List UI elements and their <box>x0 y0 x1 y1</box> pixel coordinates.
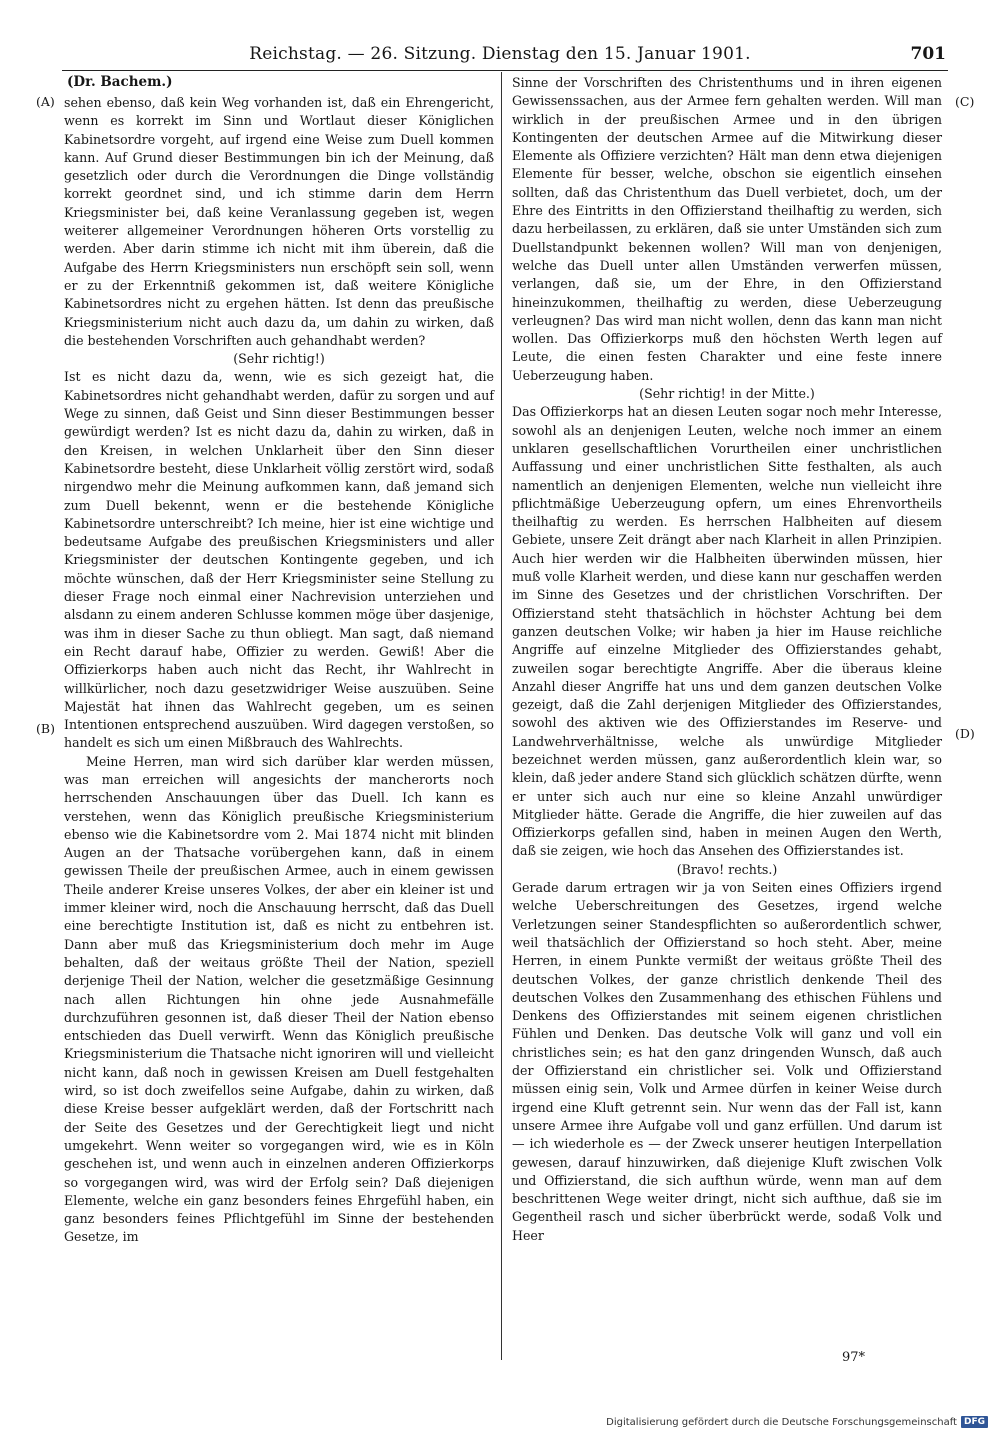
running-header <box>0 44 1000 72</box>
margin-mark-b: (B) <box>36 721 55 736</box>
margin-mark-c: (C) <box>955 94 975 109</box>
header-rule <box>62 70 948 71</box>
signature-mark: 97* <box>842 1350 866 1365</box>
paragraph: Das Offizierkorps hat an diesen Leuten sogar noch mehr Interesse, sowohl als an denjenigen Leuten, welche noch immer an einem unklaren gesellschaftlichen Vorurtheilen einer unchristlichen Auffassung und einer unchristlichen Sitte festhalten, als auch namentlich an denjenigen Elementen, welche nun vielleicht ihre pflichtmäßige Ueberzeugung opfern, um eines Ehrenvortheils theilhaftig zu werden. Es herrschen Halbheiten auf diesem Gebiete, unsere Zeit drängt aber nach Klarheit in allen Prinzipien. Auch hier werden wir die Halbheiten überwinden müssen, hier muß volle Klarheit werden, und diese kann nur geschaffen werden im Sinne des Gesetzes und der christlichen Vorschriften. Der Offizierstand steht thatsächlich in höchster Achtung bei dem ganzen deutschen Volke; wir haben ja hier im Hause reichliche Angriffe auf einzelne Mitglieder des Offizierstandes gehabt, zuweilen sogar berechtigte Angriffe. Aber die überaus kleine Anzahl dieser Angriffe hat uns und dem ganzen deutschen Volke gezeigt, daß die Zahl derjenigen Mitglieder des Offizierstandes, sowohl des aktiven wie des Offizierstandes im Reserve- und Landwehrverhältnisse, welche als unwürdige Mitglieder bezeichnet werden müssen, ganz außerordentlich klein war, so klein, daß jeder andere Stand sich glücklich schätzen dürfte, wenn er unter sich auch nur eine so kleine Anzahl unwürdiger Mitglieder hätte. Gerade die Angriffe, die hier zuweilen auf das Offizierkorps gefallen sind, haben in meinen Augen den Werth, daß sie zeigen, wie hoch das Ansehen des Offizierstandes ist. <box>512 404 942 859</box>
column-divider <box>501 72 502 1360</box>
margin-mark-a: (A) <box>36 94 55 109</box>
dfg-logo: DFG <box>961 1416 988 1428</box>
paragraph: Meine Herren, man wird sich darüber klar werden müssen, was man erreichen will angesichts der mancherorts noch herrschenden Anschauungen über das Duell. Ich kann es verstehen, wenn das Königlich preußische Kriegsministerium ebenso wie die Kabinetsordre vom 2. Mai 1874 nicht mit blinden Augen an der Thatsache vorübergehen kann, daß in einem gewissen Theile der preußischen Armee, auch in einem gewissen Theile anderer Kreise unseres Volkes, der aber ein kleiner ist und immer kleiner wird, noch die Anschauung herrscht, daß das Duell eine berechtigte Institution ist, daß es nicht zu entbehren ist. Dann aber muß das Kriegsministerium doch mehr im Auge behalten, daß der weitaus größte Theil der Nation, speziell derjenige Theil der Nation, welcher die gesetzmäßige Gesinnung nach allen Richtungen hin ohne jede Ausnahmefälle durchzuführen gesonnen ist, daß dieser Theil der Nation ebenso entschieden das Duell verwirft. Wenn das Königlich preußische Kriegsministerium die Thatsache nicht ignoriren will und vielleicht nicht kann, daß noch in gewissen Kreisen am Duell festgehalten wird, so ist doch zweifellos seine Aufgabe, dahin zu wirken, daß diese Kreise besser aufgeklärt werden, daß der Fortschritt nach der Seite des Gesetzes und der Gerechtigkeit liegt und nicht umgekehrt. Wenn weiter so vorgegangen wird, wie es in Köln geschehen ist, und wenn auch in einzelnen anderen Offizierkorps so vorgegangen wird, was wird der Erfolg sein? Daß diejenigen Elemente, welche ein ganz besonders feines Ehrgefühl haben, ein ganz besonders feines Pflichtgefühl im Sinne der bestehenden Gesetze, im <box>64 753 494 1245</box>
interjection: (Sehr richtig!) <box>233 351 325 367</box>
left-column <box>64 94 494 1247</box>
margin-mark-d: (D) <box>955 726 975 741</box>
paragraph: Gerade darum ertragen wir ja von Seiten eines Offiziers irgend welche Ueberschreitungen des Gesetzes, irgend welche Verletzungen seiner Standespflichten so außerordentlich schwer, weil thatsächlich der Offizierstand so hoch steht. Aber, meine Herren, in einem Punkte vermißt der weitaus größte Theil des deutschen Volkes, der ganze christlich denkende Theil des deutschen Volkes den Zusammenhang des ethischen Fühlens und Denkens des Offizierstandes mit seinem eigenen christlichen Fühlen und Denken. Das deutsche Volk will ganz und voll ein christliches sein; es hat den ganz dringenden Wunsch, daß auch der Offizierstand ein christlicher sei. Volk und Offizierstand müssen einig sein, Volk und Armee dürfen in keiner Weise durch irgend eine Kluft getrennt sein. Nur wenn das der Fall ist, kann unsere Armee ihre Aufgabe voll und ganz erfüllen. Und darum ist — ich wiederhole es — der Zweck unserer heutigen Interpellation gewesen, darauf hinzuwirken, daß diejenige Kluft zwischen Volk und Offizierstand, die sich aufthun würde, wenn man auf dem beschrittenen Wege weiter dringt, nicht sich aufthue, daß sie im Gegentheil rasch und sicher überbrückt werde, sodaß Volk und Heer <box>512 880 942 1243</box>
interjection: (Bravo! rechts.) <box>676 861 778 877</box>
speaker-label: (Dr. Bachem.) <box>67 74 173 90</box>
running-title: Reichstag. — 26. Sitzung. Dienstag den 15. Januar 1901. <box>249 44 751 64</box>
footer <box>606 1416 988 1428</box>
paragraph: Sinne der Vorschriften des Christenthums und in ihren eigenen Gewissenssachen, aus der Armee fern gehalten werden. Will man wirklich in der preußischen Armee und in den übrigen Kontingenten der deutschen Armee auf die Mitwirkung dieser Elemente als Offiziere verzichten? Hält man denn etwa diejenigen Elemente für besser, welche, obschon sie eigentlich einsehen sollten, daß das Christenthum das Duell verbietet, doch, um der Ehre des Eintritts in den Offizierstand theilhaftig zu werden, sich dazu herbeilassen, zu erklären, daß sie unter Umständen sich zum Duellstandpunkt bekennen wollen? Will man von denjenigen, welche das Duell unter allen Umständen verwerfen müssen, verlangen, daß sie, um der Ehre, in den Offizierstand hineinzukommen, theilhaftig zu werden, diese Ueberzeugung verleugnen? Das wird man nicht wollen, denn das kann man nicht wollen. Das Offizierkorps muß den höchsten Werth legen auf Leute, die einen festen Charakter und eine feste innere Ueberzeugung haben. <box>512 75 942 383</box>
footer-text: Digitalisierung gefördert durch die Deutsche Forschungsgemeinschaft <box>606 1416 957 1428</box>
paragraph: Ist es nicht dazu da, wenn, wie es sich gezeigt hat, die Kabinetsordres nicht gehandhabt werden, dafür zu sorgen und auf Wege zu sinnen, daß Geist und Sinn dieser Bestimmungen besser gewürdigt werden? Ist es nicht dazu da, dahin zu wirken, daß in den Kreisen, in welchen Unklarheit über den Sinn dieser Kabinetsordre besteht, diese Unklarheit völlig zerstört wird, sodaß nirgendwo mehr die Meinung aufkommen kann, daß jemand sich zum Duell bekennt, wenn er die bestehende Königliche Kabinetsordre unterschreibt? Ich meine, hier ist eine wichtige und bedeutsame Aufgabe des preußischen Kriegsministers und aller Kriegsminister der deutschen Kontingente gegeben, und ich möchte wünschen, daß der Herr Kriegsminister seine Stellung zu dieser Frage noch einmal einer Nachrevision unterziehen und alsdann zu einem anderen Schlusse kommen möge über dasjenige, was ihm in dieser Sache zu thun obliegt. Man sagt, daß niemand ein Recht darauf habe, Offizier zu werden. Gewiß! Aber die Offizierkorps haben auch nicht das Recht, ihr Wahlrecht in willkürlicher, noch dazu gesetzwidriger Weise auszuüben. Seine Majestät hat ihnen das Wahlrecht gegeben, um es seinen Intentionen entsprechend auszuüben. Wird dagegen verstoßen, so handelt es sich um einen Mißbrauch des Wahlrechts. <box>64 369 494 751</box>
interjection: (Sehr richtig! in der Mitte.) <box>639 386 815 402</box>
paragraph: sehen ebenso, daß kein Weg vorhanden ist, daß ein Ehrengericht, wenn es korrekt im Sinn und Wortlaut dieser Königlichen Kabinetsordre vorgeht, auf irgend eine Weise zum Duell kommen kann. Auf Grund dieser Bestimmungen bin ich der Meinung, daß gesetzlich oder durch die Verordnungen die Dinge vollständig korrekt geordnet sind, und ich stimme darin dem Herrn Kriegsminister bei, daß keine Veranlassung gegeben ist, wegen weiterer allgemeiner Verordnungen höheren Orts vorstellig zu werden. Aber darin stimme ich nicht mit ihm überein, daß die Aufgabe des Herrn Kriegsministers nun erschöpft sein soll, wenn er zu der Erkenntniß gekommen ist, daß weitere Königliche Kabinetsordres nicht zu ergehen hätten. Ist denn das preußische Kriegsministerium nicht auch dazu da, um dahin zu wirken, daß die bestehenden Vorschriften auch gehandhabt werden? <box>64 95 494 348</box>
right-column <box>512 74 942 1245</box>
page-number: 701 <box>910 44 946 64</box>
